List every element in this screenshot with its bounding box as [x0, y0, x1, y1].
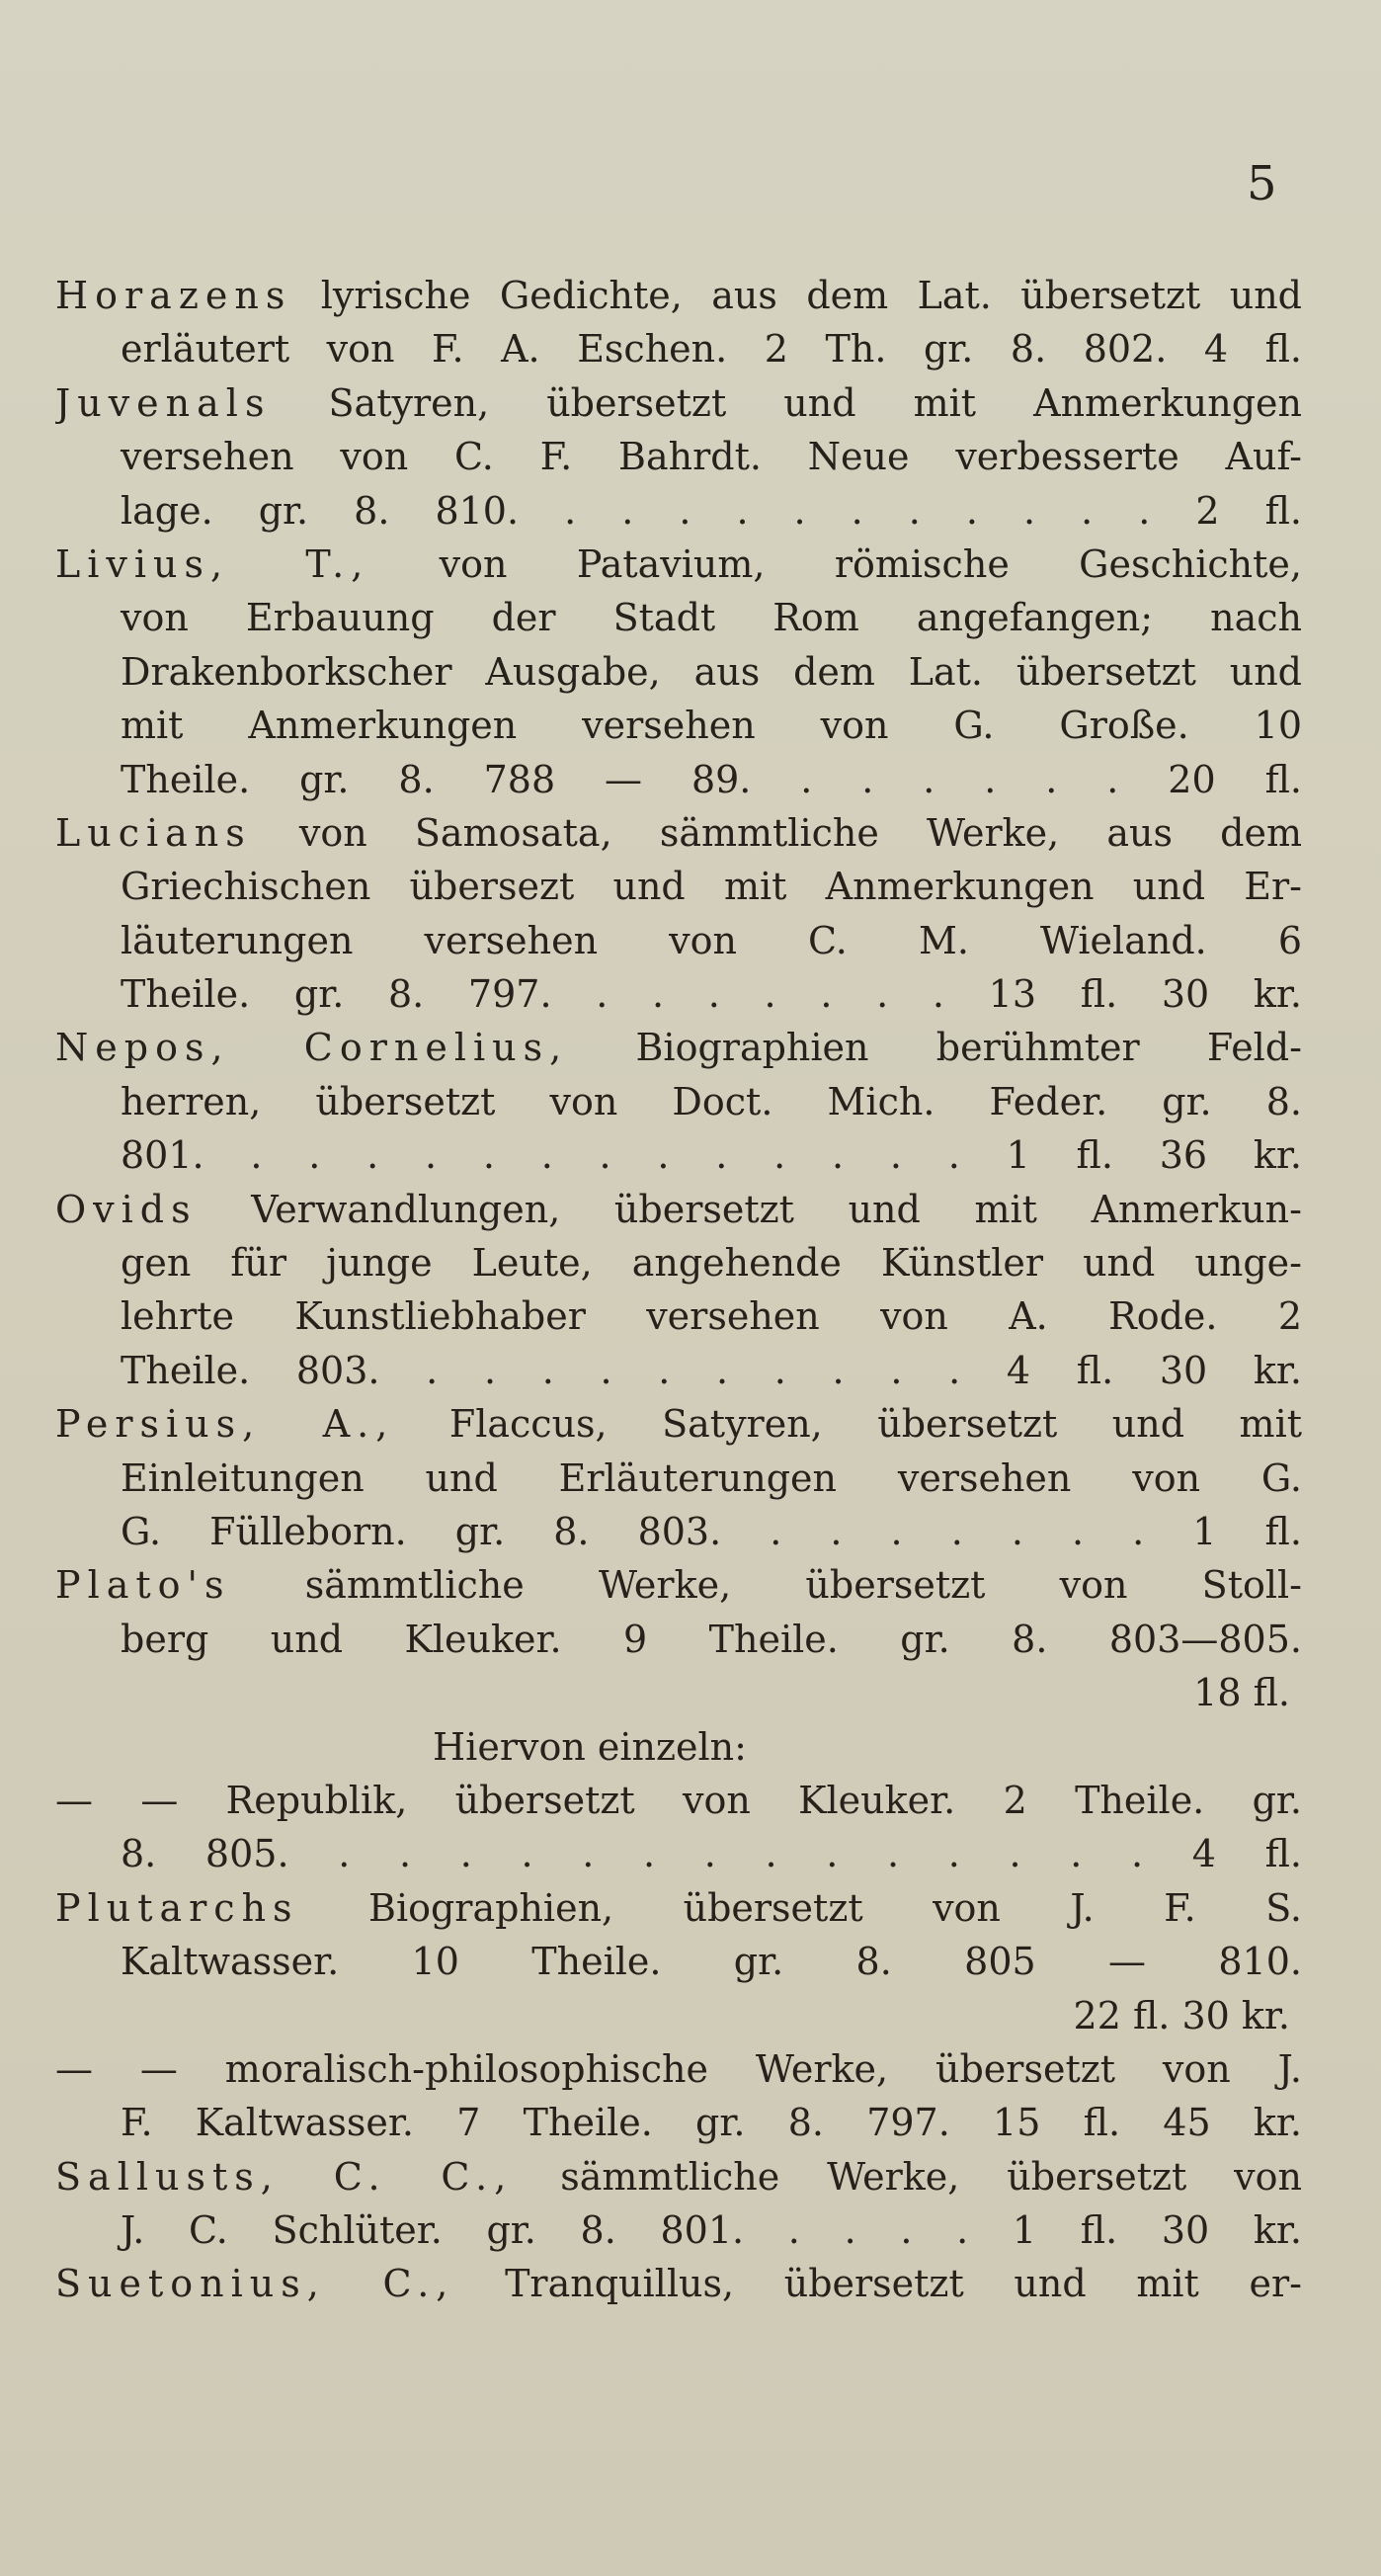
entry-line: [55, 1935, 1302, 1988]
entry-text: Verwandlungen, übersetzt und mit Anmerkun-: [197, 1187, 1302, 1231]
entry-line: [55, 322, 1302, 375]
entry-text: sämmtliche Werke, übersetzt von: [513, 2154, 1302, 2199]
author-name: Horazens: [55, 274, 292, 317]
entry-text: erläutert von F. A. Eschen. 2 Th. gr. 8. 802. 4 fl.: [121, 327, 1302, 372]
entry-line: [55, 1128, 1302, 1182]
catalogue-entry-sallust: [55, 2150, 1302, 2258]
entry-text: Theile. 803. . . . . . . . . . . 4 fl. 30 kr.: [121, 1348, 1302, 1392]
author-name: Livius, T.,: [55, 541, 370, 586]
entry-line: [55, 2042, 1302, 2096]
entry-text: G. Fülleborn. gr. 8. 803. . . . . . . . 1 fl.: [121, 1509, 1302, 1553]
entry-text: Biographien berühmter Feld-: [568, 1026, 1302, 1070]
entry-heading-line: [55, 806, 1302, 860]
entry-heading-line: [55, 538, 1302, 591]
catalogue-entry-livius: [55, 538, 1302, 806]
entry-line: [55, 430, 1302, 483]
entry-line: [55, 753, 1302, 806]
entry-text: lage. gr. 8. 810. . . . . . . . . . . . 2 fl.: [121, 488, 1302, 533]
entry-heading-line: [55, 1397, 1302, 1451]
entry-text: von Samosata, sämmtliche Werke, aus dem: [251, 810, 1302, 855]
author-name: Ovids: [55, 1187, 198, 1231]
entry-line: [55, 1989, 1302, 2042]
entry-text: mit Anmerkungen versehen von G. Große. 10: [121, 704, 1302, 748]
entry-line: [55, 699, 1302, 752]
entry-line: [55, 860, 1302, 913]
entry-text: 8. 805. . . . . . . . . . . . . . . 4 fl.: [121, 1832, 1302, 1876]
author-name: Nepos, Cornelius,: [55, 1026, 569, 1070]
catalogue-entries: [55, 269, 1302, 2311]
entry-text: F. Kaltwasser. 7 Theile. gr. 8. 797. 15 fl. 45 kr.: [121, 2101, 1302, 2145]
entry-text: Tranquillus, übersetzt und mit er-: [454, 2262, 1302, 2306]
author-name: Persius, A.,: [55, 1402, 395, 1447]
entry-text: sämmtliche Werke, übersetzt von Stoll-: [230, 1563, 1302, 1608]
entry-text: — — Republik, übersetzt von Kleuker. 2 Theile. gr.: [55, 1778, 1302, 1822]
entry-line: [55, 2203, 1302, 2257]
entry-text: Hiervon einzeln:: [433, 1724, 747, 1769]
entry-text: von Patavium, römische Geschichte,: [369, 541, 1302, 586]
entry-line: [55, 591, 1302, 644]
entry-text: Satyren, übersetzt und mit Anmerkungen: [271, 380, 1302, 425]
entry-text: gen für junge Leute, angehende Künstler und unge-: [121, 1241, 1302, 1286]
catalogue-entry-persius: [55, 1397, 1302, 1558]
page-number: 5: [1247, 156, 1277, 211]
entry-text: J. C. Schlüter. gr. 8. 801. . . . . 1 fl. 30 kr.: [121, 2208, 1302, 2253]
entry-heading-line: [55, 1021, 1302, 1074]
catalogue-entry-nepos: [55, 1021, 1302, 1182]
author-name: Suetonius, C.,: [55, 2262, 455, 2306]
entry-text: Kaltwasser. 10 Theile. gr. 8. 805 — 810.: [121, 1940, 1302, 1984]
catalogue-entry-horaz: [55, 269, 1302, 376]
entry-heading-line: [55, 1881, 1302, 1935]
author-name: Plato's: [55, 1563, 231, 1608]
entry-line: [55, 1075, 1302, 1128]
author-name: Juvenals: [55, 380, 272, 425]
entry-heading-line: [55, 1558, 1302, 1612]
entry-heading-line: [55, 269, 1302, 322]
entry-text: Biographien, übersetzt von J. F. S.: [298, 1885, 1302, 1930]
entry-text: Theile. gr. 8. 797. . . . . . . . 13 fl. 30 kr.: [121, 972, 1302, 1017]
author-name: Lucians: [55, 810, 252, 855]
entry-text: von Erbauung der Stadt Rom angefangen; nach: [121, 596, 1302, 640]
entry-text: Drakenborkscher Ausgabe, aus dem Lat. übersetzt und: [121, 649, 1302, 694]
entry-heading-line: [55, 2257, 1302, 2310]
entry-line: [55, 1720, 1302, 1774]
entry-text: versehen von C. F. Bahrdt. Neue verbesserte Auf-: [121, 435, 1302, 479]
entry-line: [55, 914, 1302, 967]
entry-text: berg und Kleuker. 9 Theile. gr. 8. 803—805.: [121, 1617, 1302, 1661]
entry-line: [55, 484, 1302, 538]
entry-text: lehrte Kunstliebhaber versehen von A. Rode. 2: [121, 1294, 1302, 1339]
entry-line: [55, 645, 1302, 699]
entry-line: [55, 1236, 1302, 1289]
catalogue-entry-juvenal: [55, 376, 1302, 538]
entry-text: Theile. gr. 8. 788 — 89. . . . . . . 20 fl.: [121, 757, 1302, 801]
entry-line: [55, 1289, 1302, 1343]
entry-text: 801. . . . . . . . . . . . . . 1 fl. 36 kr.: [121, 1133, 1302, 1178]
entry-line: [55, 1344, 1302, 1397]
entry-line: [55, 1452, 1302, 1505]
entry-text: Flaccus, Satyren, übersetzt und mit: [394, 1402, 1302, 1447]
entry-line: [55, 1774, 1302, 1827]
entry-text: Einleitungen und Erläuterungen versehen von G.: [121, 1455, 1302, 1500]
catalogue-entry-plato: [55, 1558, 1302, 1880]
author-name: Plutarchs: [55, 1885, 299, 1930]
entry-heading-line: [55, 376, 1302, 430]
entry-text: — — moralisch-philosophische Werke, übersetzt von J.: [55, 2046, 1302, 2091]
entry-text: herren, übersetzt von Doct. Mich. Feder. gr. 8.: [121, 1079, 1302, 1123]
entry-line: [55, 1666, 1302, 1719]
entry-line: [55, 967, 1302, 1021]
entry-line: [55, 1505, 1302, 1558]
catalogue-entry-suetonius: [55, 2257, 1302, 2310]
entry-heading-line: [55, 1183, 1302, 1236]
catalogue-entry-ovid: [55, 1183, 1302, 1398]
entry-text: 18 fl.: [1193, 1671, 1290, 1715]
entry-text: lyrische Gedichte, aus dem Lat. übersetzt und: [291, 274, 1302, 317]
author-name: Sallusts, C. C.,: [55, 2154, 514, 2199]
entry-line: [55, 1827, 1302, 1880]
entry-line: [55, 1613, 1302, 1666]
entry-heading-line: [55, 2150, 1302, 2203]
catalogue-entry-plutarch: [55, 1881, 1302, 2150]
entry-text: 22 fl. 30 kr.: [1073, 1993, 1290, 2037]
catalogue-entry-lucian: [55, 806, 1302, 1022]
entry-text: läuterungen versehen von C. M. Wieland. 6: [121, 918, 1302, 962]
entry-line: [55, 2096, 1302, 2149]
entry-text: Griechischen übersezt und mit Anmerkungen und Er-: [121, 865, 1302, 909]
